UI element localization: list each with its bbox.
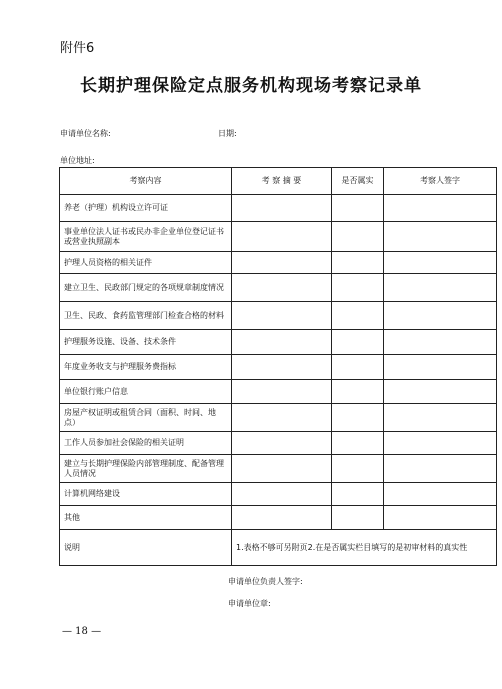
summary-cell xyxy=(232,302,332,330)
summary-cell xyxy=(232,455,332,483)
signature-cell xyxy=(384,404,497,432)
table-row xyxy=(60,252,497,274)
note-text: 1.表格不够可另附页2.在是否属实栏目填写的是初审材料的真实性 xyxy=(232,530,497,566)
header-content: 考察内容 xyxy=(60,168,232,195)
seal-label: 申请单位章: xyxy=(228,599,271,608)
row-label: 单位银行账户信息 xyxy=(60,380,232,404)
verified-cell xyxy=(332,432,384,455)
verified-cell xyxy=(332,404,384,432)
table-row xyxy=(60,432,497,455)
table-row xyxy=(60,380,497,404)
table-row xyxy=(60,483,497,506)
table-row xyxy=(60,404,497,432)
row-label: 卫生、民政、食药监管理部门检查合格的材料 xyxy=(60,302,232,330)
table-row xyxy=(60,455,497,483)
summary-cell xyxy=(232,222,332,252)
header-inspector: 考察人签字 xyxy=(384,168,497,195)
verified-cell xyxy=(332,274,384,302)
row-label: 房屋产权证明或租赁合同（面积、时间、地点） xyxy=(60,404,232,432)
attachment-label: 附件6 xyxy=(60,41,95,56)
signature-cell xyxy=(384,222,497,252)
verified-cell xyxy=(332,252,384,274)
row-label: 年度业务收支与护理服务费指标 xyxy=(60,355,232,380)
header-summary: 考 察 摘 要 xyxy=(232,168,332,195)
summary-cell xyxy=(232,195,332,222)
summary-cell xyxy=(232,404,332,432)
applicant-name-label: 申请单位名称: xyxy=(60,129,111,138)
header-verified: 是否属实 xyxy=(332,168,384,195)
signature-cell xyxy=(384,330,497,355)
date-label: 日期: xyxy=(218,129,237,138)
row-label: 护理服务设施、设备、技术条件 xyxy=(60,330,232,355)
table-row xyxy=(60,330,497,355)
verified-cell xyxy=(332,455,384,483)
responsible-signature-label: 申请单位负责人签字: xyxy=(228,577,303,586)
row-label: 建立与长期护理保险内部管理制度、配备管理人员情况 xyxy=(60,455,232,483)
verified-cell xyxy=(332,222,384,252)
table-row xyxy=(60,195,497,222)
verified-cell xyxy=(332,506,384,530)
table-header-row xyxy=(60,168,497,195)
summary-cell xyxy=(232,506,332,530)
row-label: 事业单位法人证书或民办非企业单位登记证书或营业执照副本 xyxy=(60,222,232,252)
verified-cell xyxy=(332,355,384,380)
inspection-table xyxy=(59,167,497,566)
table-row xyxy=(60,506,497,530)
row-label: 建立卫生、民政部门规定的各项规章制度情况 xyxy=(60,274,232,302)
page-number: — 18 — xyxy=(62,626,102,637)
summary-cell xyxy=(232,330,332,355)
signature-cell xyxy=(384,483,497,506)
verified-cell xyxy=(332,302,384,330)
page-title: 长期护理保险定点服务机构现场考察记录单 xyxy=(80,76,422,96)
signature-cell xyxy=(384,506,497,530)
summary-cell xyxy=(232,355,332,380)
signature-cell xyxy=(384,252,497,274)
table-row xyxy=(60,222,497,252)
verified-cell xyxy=(332,195,384,222)
signature-cell xyxy=(384,195,497,222)
row-label: 养老（护理）机构设立许可证 xyxy=(60,195,232,222)
row-label: 护理人员资格的相关证件 xyxy=(60,252,232,274)
signature-cell xyxy=(384,380,497,404)
signature-cell xyxy=(384,274,497,302)
verified-cell xyxy=(332,483,384,506)
signature-cell xyxy=(384,302,497,330)
row-label: 工作人员参加社会保险的相关证明 xyxy=(60,432,232,455)
summary-cell xyxy=(232,432,332,455)
verified-cell xyxy=(332,330,384,355)
row-label: 其他 xyxy=(60,506,232,530)
summary-cell xyxy=(232,483,332,506)
summary-cell xyxy=(232,252,332,274)
table-row xyxy=(60,302,497,330)
table-row xyxy=(60,274,497,302)
table-row xyxy=(60,355,497,380)
note-row xyxy=(60,530,497,566)
note-label: 说明 xyxy=(60,530,232,566)
row-label: 计算机网络建设 xyxy=(60,483,232,506)
summary-cell xyxy=(232,380,332,404)
signature-cell xyxy=(384,455,497,483)
address-label: 单位地址: xyxy=(60,156,95,165)
verified-cell xyxy=(332,380,384,404)
signature-cell xyxy=(384,432,497,455)
signature-cell xyxy=(384,355,497,380)
summary-cell xyxy=(232,274,332,302)
